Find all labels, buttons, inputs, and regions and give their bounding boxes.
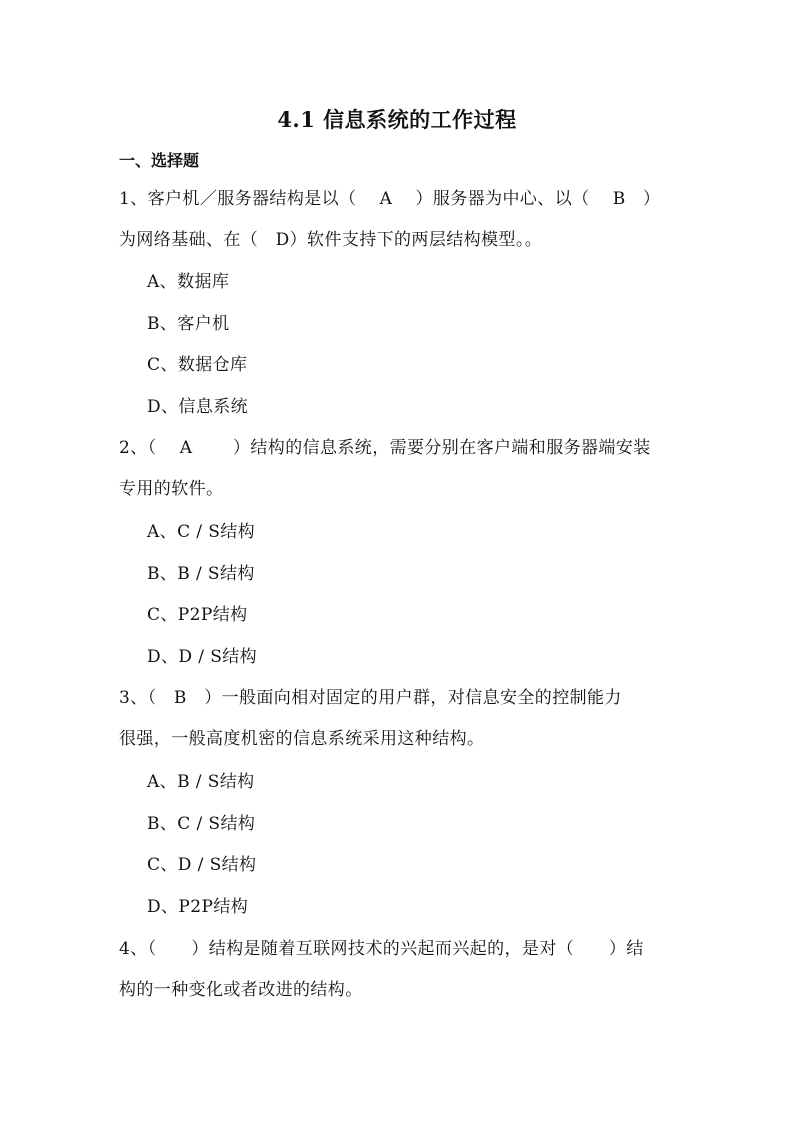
option-a: A、数据库: [147, 272, 230, 292]
section-heading: 一、选择题: [119, 151, 200, 170]
option-c: C、P2P结构: [147, 605, 248, 625]
question-2-options: [147, 512, 667, 678]
option-d: D、信息系统: [147, 396, 249, 417]
option-d: D、D / S结构: [147, 646, 258, 667]
question-1: [119, 179, 679, 261]
question-3-line-2: 很强，一般高度机密的信息系统采用这种结构。: [119, 729, 485, 749]
option-b: B、C / S结构: [147, 813, 256, 834]
option-c: C、数据仓库: [147, 355, 248, 375]
question-2: [119, 428, 679, 510]
option-a: A、C / S结构: [147, 522, 256, 542]
question-1-line-1: 1、客户机／服务器结构是以（ A ）服务器为中心、以（ B ）: [119, 189, 661, 209]
question-2-line-1: 2、（ A ）结构的信息系统，需要分别在客户端和服务器端安装: [119, 438, 651, 458]
option-a: A、B / S结构: [147, 772, 255, 792]
question-1-options: [147, 262, 667, 428]
question-1-line-2: 为网络基础、在（ D）软件支持下的两层结构模型。。: [119, 230, 543, 250]
option-d: D、P2P结构: [147, 896, 249, 917]
question-3: [119, 678, 679, 760]
document-title: 4.1 信息系统的工作过程: [277, 107, 517, 132]
question-4-line-2: 构的一种变化或者改进的结构。: [119, 980, 363, 1000]
option-b: B、客户机: [147, 313, 230, 334]
option-b: B、B / S结构: [147, 563, 255, 584]
question-2-line-2: 专用的软件。: [119, 479, 224, 499]
question-3-options: [147, 762, 667, 928]
question-4: [119, 929, 679, 1011]
question-3-line-1: 3、（ B ）一般面向相对固定的用户群，对信息安全的控制能力: [119, 688, 622, 708]
question-4-line-1: 4、（ ）结构是随着互联网技术的兴起而兴起的，是对（ ）结: [119, 939, 644, 959]
option-c: C、D / S结构: [147, 855, 257, 875]
